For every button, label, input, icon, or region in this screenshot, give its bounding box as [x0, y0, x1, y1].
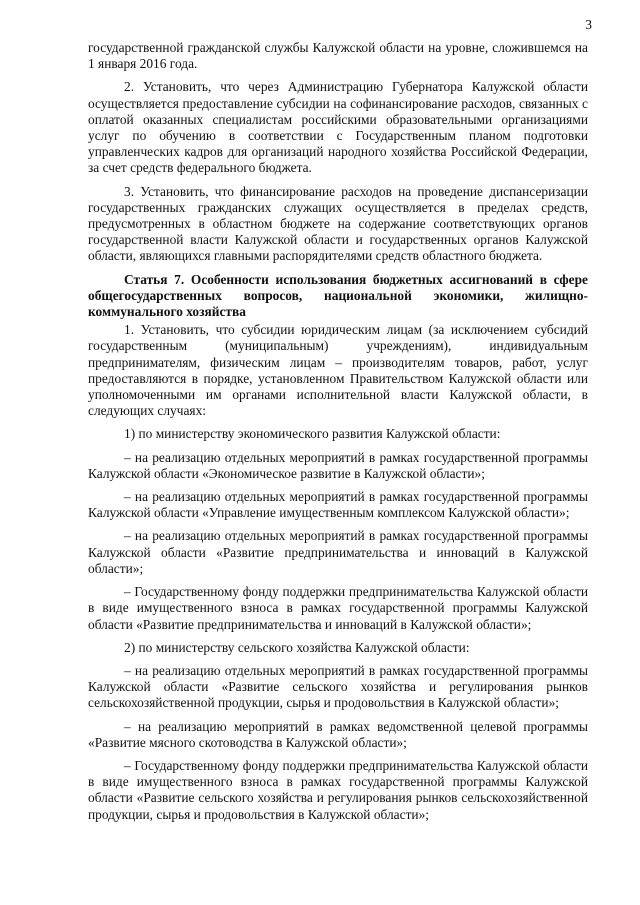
document-body	[88, 40, 588, 830]
list-subheading-1: 1) по министерству экономического развития Калужской области:	[124, 426, 501, 442]
list-item: – на реализацию мероприятий в рамках ведомственной целевой программы «Развитие мясного скотоводства в Калужской области»;	[88, 718, 588, 750]
paragraph-3: 3. Установить, что финансирование расходов на проведение диспансеризации государственных гражданских служащих осуществляется в пределах средств, предусмотренных в областном бюджете на содержание соответствующих органов государственной власти Калужской области и государственных органов Калужской области, являющихся главными распорядителями средств областного бюджета.	[88, 183, 588, 264]
paragraph-continuation: государственной гражданской службы Калужской области на уровне, сложившемся на 1 января 2016 года.	[88, 40, 588, 72]
page-number: 3	[585, 17, 592, 32]
paragraph-2: 2. Установить, что через Администрацию Губернатора Калужской области осуществляется предоставление субсидии на софинансирование расходов, связанных с оплатой оказанных специалистам российскими образовательными организациями услуг по обучению в соответствии с Государственным планом подготовки управленческих кадров для организаций народного хозяйства Российской Федерации, за счет средств федерального бюджета.	[88, 79, 588, 176]
list-item: – на реализацию отдельных мероприятий в рамках государственной программы Калужской области «Развитие предпринимательства и инноваций в Калужской области»;	[88, 528, 588, 576]
article-7-heading: Статья 7. Особенности использования бюджетных ассигнований в сфере общегосударственных вопросов, национальной экономики, жилищно-коммунального хозяйства	[88, 271, 588, 320]
list-item: – на реализацию отдельных мероприятий в рамках государственной программы Калужской области «Экономическое развитие в Калужской области»;	[88, 449, 588, 481]
list-item: – Государственному фонду поддержки предпринимательства Калужской области в виде имущественного взноса в рамках государственной программы Калужской области «Развитие предпринимательства и инноваций в Калужской области»;	[88, 584, 588, 632]
article-7-clause-1: 1. Установить, что субсидии юридическим лицам (за исключением субсидий государственным (муниципальным) учреждениям), индивидуальным предпринимателям, физическим лицам – производителям товаров, работ, услуг предоставляются в порядке, установленном Правительством Калужской области или уполномоченными им органами исполнительной власти Калужской области, в следующих случаях:	[88, 322, 588, 419]
list-item: – Государственному фонду поддержки предпринимательства Калужской области в виде имущественного взноса в рамках государственной программы Калужской области «Развитие сельского хозяйства и регулирования рынков сельскохозяйственной продукции, сырья и продовольствия в Калужской области»;	[88, 757, 588, 822]
list-item: – на реализацию отдельных мероприятий в рамках государственной программы Калужской области «Развитие сельского хозяйства и регулирования рынков сельскохозяйственной продукции, сырья и продовольствия в Калужской области»;	[88, 662, 588, 711]
list-subheading-2: 2) по министерству сельского хозяйства Калужской области:	[124, 639, 470, 655]
list-item: – на реализацию отдельных мероприятий в рамках государственной программы Калужской области «Управление имущественным комплексом Калужской области»;	[88, 489, 588, 521]
